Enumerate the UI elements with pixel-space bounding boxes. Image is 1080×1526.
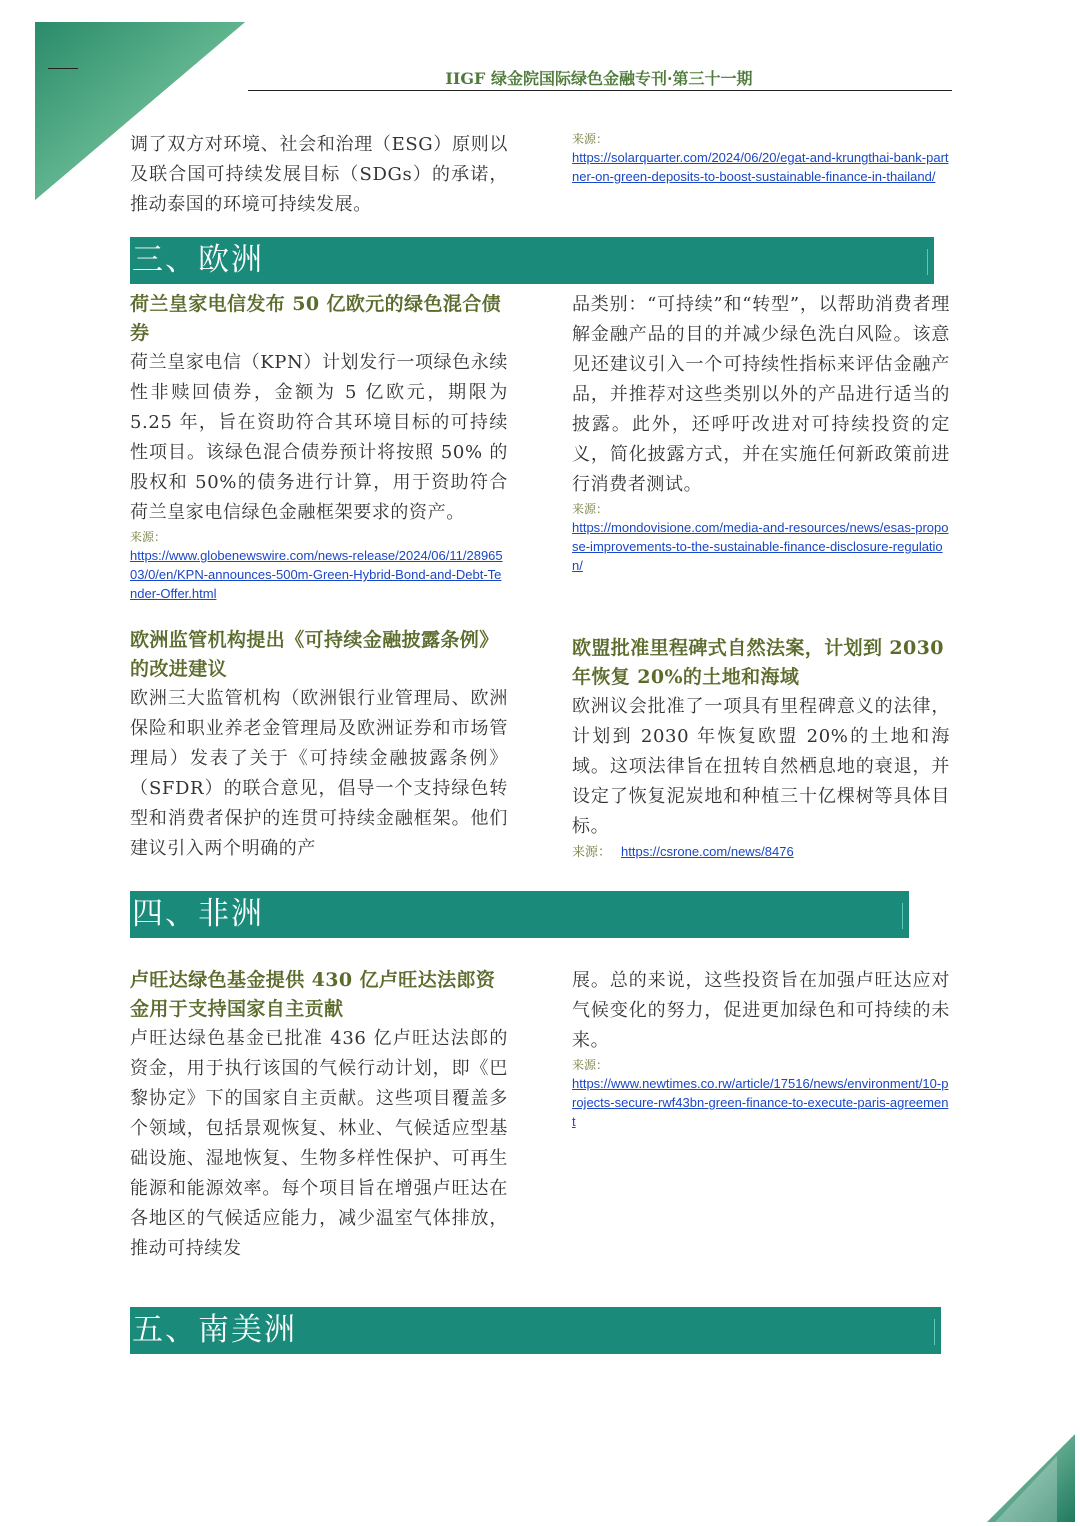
article-rwanda: [130, 966, 508, 1264]
article-rwanda-continued: [572, 966, 950, 1131]
article-body: 欧洲三大监管机构（欧洲银行业管理局、欧洲保险和职业养老金管理局及欧洲证券和市场管理局）发表了关于《可持续金融披露条例》（SFDR）的联合意见，倡导一个支持绿色转型和消费者保护的连贯可持续金融框架。他们建议引入两个明确的产: [130, 688, 508, 859]
section-title-south-america: 五、南美洲: [132, 1312, 297, 1348]
article-sfdr: [130, 626, 508, 864]
section-title-africa: 四、非洲: [132, 896, 264, 932]
page-header-title: IIGF 绿金院国际绿色金融专刊·第三十一期: [445, 69, 753, 88]
article-kpn: [130, 290, 508, 603]
article-title: 欧盟批准里程碑式自然法案，计划到 2030 年恢复 20%的土地和海域: [572, 637, 944, 688]
source-line: [572, 842, 950, 862]
source-link[interactable]: https://www.newtimes.co.rw/article/17516/news/environment/10-projects-secure-rwf43bn-green-finance-to-execute-paris-agreement: [572, 1076, 949, 1129]
article-nature: [572, 634, 950, 862]
source-label: 来源：: [572, 502, 609, 516]
source-link[interactable]: https://www.globenewswire.com/news-release/2024/06/11/2896503/0/en/KPN-announces-500m-Green-Hybrid-Bond-and-Debt-Tender-Offer.html: [130, 548, 503, 601]
corner-decoration-bottom-right: [985, 1426, 1080, 1526]
top-right-source: [572, 130, 950, 186]
source-label: 来源：: [130, 530, 167, 544]
header-rule: [248, 90, 952, 91]
source-link[interactable]: https://mondovisione.com/media-and-resources/news/esas-propose-improvements-to-the-sustainable-finance-disclosure-regulation/: [572, 520, 949, 573]
article-body: 展。总的来说，这些投资旨在加强卢旺达应对气候变化的努力，促进更加绿色和可持续的未来。: [572, 970, 950, 1051]
article-title: 卢旺达绿色基金提供 430 亿卢旺达法郎资金用于支持国家自主贡献: [130, 969, 496, 1020]
source-label: 来源：: [572, 132, 609, 146]
section-band-africa: [130, 891, 909, 938]
article-body: 品类别：“可持续”和“转型”，以帮助消费者理解金融产品的目的并减少绿色洗白风险。该意见还建议引入一个可持续性指标来评估金融产品，并推荐对这些类别以外的产品进行适当的披露。此外，还呼吁改进对可持续投资的定义，简化披露方式，并在实施任何新政策前进行消费者测试。: [572, 294, 950, 495]
article-title: 欧洲监管机构提出《可持续金融披露条例》的改进建议: [130, 629, 499, 680]
article-sfdr-continued: [572, 290, 950, 575]
band-tick: [934, 1319, 935, 1345]
band-tick: [927, 249, 928, 275]
section-band-south-america: [130, 1307, 941, 1354]
source-label: 来源：: [572, 1058, 609, 1072]
band-tick: [902, 903, 903, 929]
section-band-europe: [130, 237, 934, 284]
section-title-europe: 三、欧洲: [132, 242, 264, 278]
source-link[interactable]: https://solarquarter.com/2024/06/20/egat-and-krungthai-bank-partner-on-green-deposits-to-boost-sustainable-finance-in-thailand/: [572, 150, 949, 184]
article-body: 荷兰皇家电信（KPN）计划发行一项绿色永续性非赎回债券，金额为 5 亿欧元，期限为 5.25 年，旨在资助符合其环境目标的可持续性项目。该绿色混合债券预计将按照 50% 的股权和 50%的债务进行计算，用于资助符合荷兰皇家电信绿色金融框架要求的资产。: [130, 352, 508, 523]
top-left-text: 调了双方对环境、社会和治理（ESG）原则以及联合国可持续发展目标（SDGs）的承诺，推动泰国的环境可持续发展。: [130, 134, 508, 215]
corner-dash: [48, 68, 78, 69]
source-label: 来源：: [572, 845, 612, 860]
article-body: 欧洲议会批准了一项具有里程碑意义的法律，计划到 2030 年恢复欧盟 20%的土地和海域。这项法律旨在扭转自然栖息地的衰退，并设定了恢复泥炭地和种植三十亿棵树等具体目标。: [572, 696, 950, 837]
source-link[interactable]: https://csrone.com/news/8476: [621, 844, 794, 859]
article-body: 卢旺达绿色基金已批准 436 亿卢旺达法郎的资金，用于执行该国的气候行动计划，即《巴黎协定》下的国家自主贡献。这些项目覆盖多个领域，包括景观恢复、林业、气候适应型基础设施、湿地恢复、生物多样性保护、可再生能源和能源效率。每个项目旨在增强卢旺达在各地区的气候适应能力，减少温室气体排放，推动可持续发: [130, 1028, 508, 1259]
article-title: 荷兰皇家电信发布 50 亿欧元的绿色混合债券: [130, 293, 502, 344]
